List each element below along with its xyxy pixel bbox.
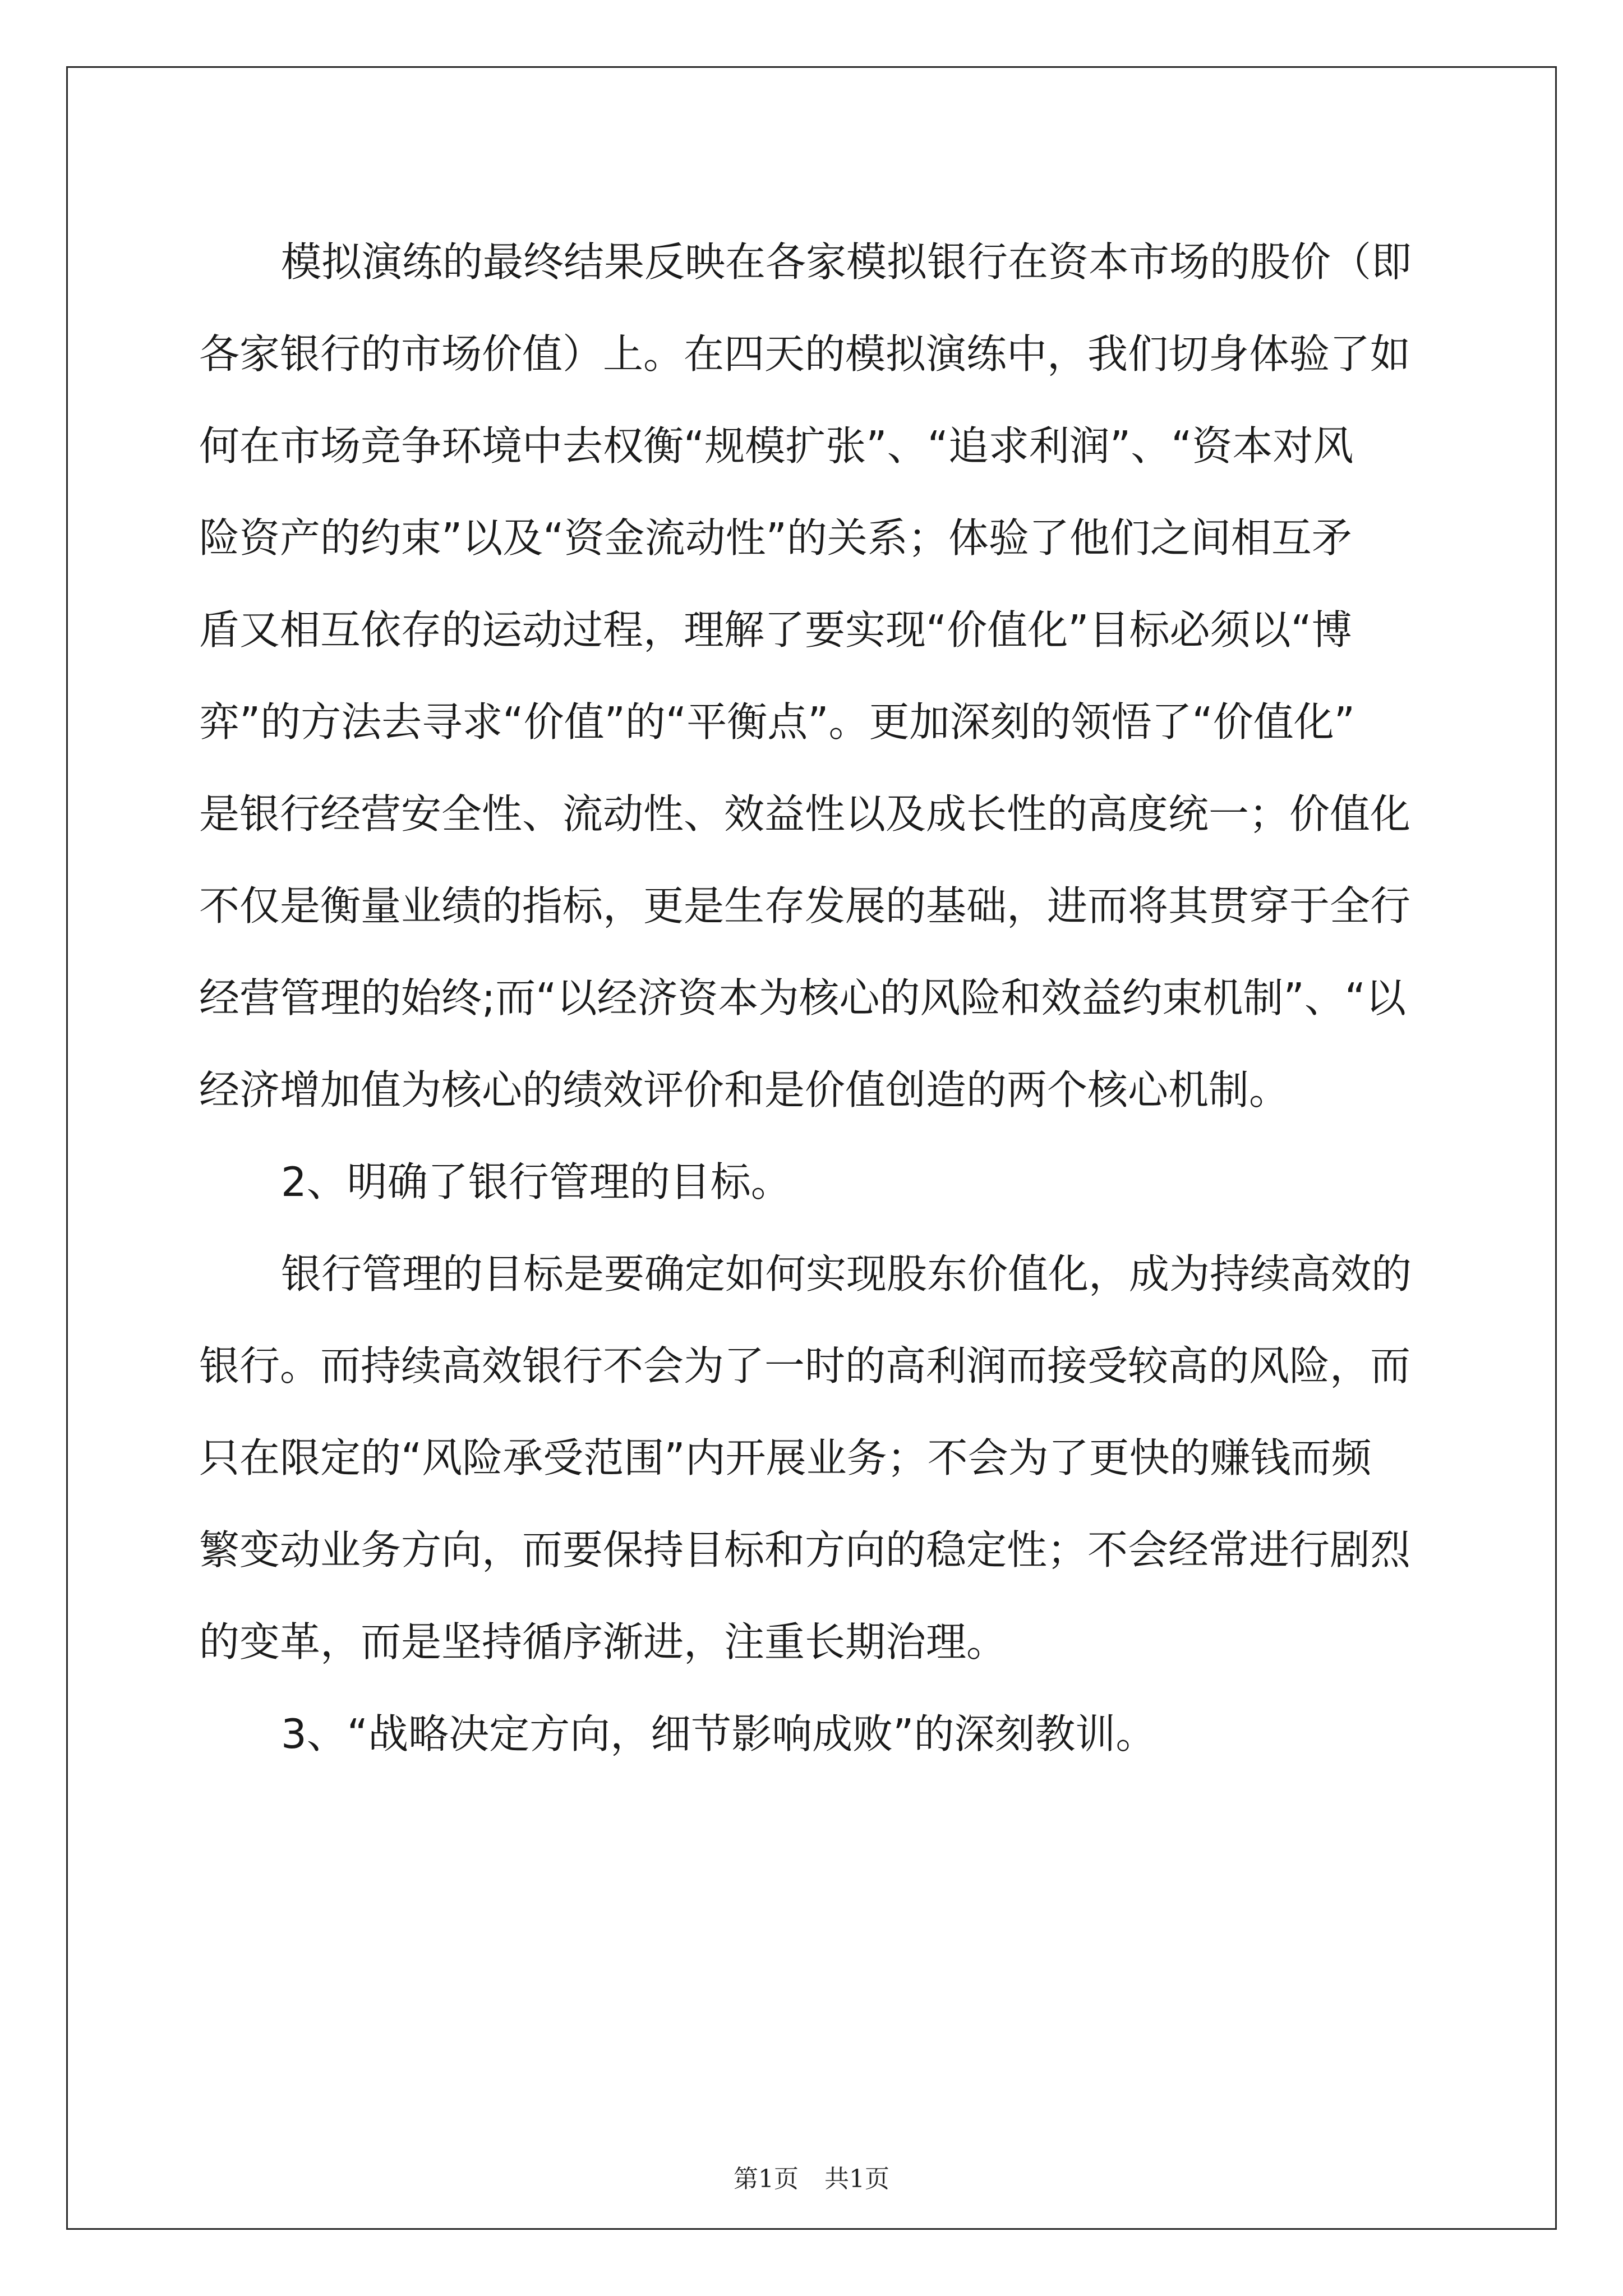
page-footer <box>0 2162 1623 2196</box>
text-line: 经营管理的始终;而“以经济资本为核心的风险和效益约束机制”、“以 <box>199 974 1407 1022</box>
text-line: 银行管理的目标是要确定如何实现股东价值化，成为持续高效的 <box>281 1250 1412 1297</box>
text-line: 弈”的方法去寻求“价值”的“平衡点”。更加深刻的领悟了“价值化” <box>199 698 1355 746</box>
page-total: 共1页 <box>824 2165 889 2193</box>
text-line: 盾又相互依存的运动过程，理解了要实现“价值化”目标必须以“博 <box>199 606 1352 654</box>
document-body <box>199 216 1425 1780</box>
text-line: 不仅是衡量业绩的指标，更是生存发展的基础，进而将其贯穿于全行 <box>199 882 1411 930</box>
text-line: 繁变动业务方向，而要保持目标和方向的稳定性；不会经常进行剧烈 <box>199 1526 1411 1573</box>
text-line: 银行。而持续高效银行不会为了一时的高利润而接受较高的风险，而 <box>199 1342 1411 1389</box>
page-number: 第1页 <box>734 2165 799 2193</box>
section-heading: 3、“战略决定方向，细节影响成败”的深刻教训。 <box>281 1710 1156 1757</box>
section-heading: 2、明确了银行管理的目标。 <box>281 1158 791 1205</box>
text-line: 险资产的约束”以及“资金流动性”的关系；体验了他们之间相互矛 <box>199 514 1352 562</box>
text-line: 何在市场竞争环境中去权衡“规模扩张”、“追求利润”、“资本对风 <box>199 422 1354 470</box>
text-line: 是银行经营安全性、流动性、效益性以及成长性的高度统一；价值化 <box>199 790 1411 838</box>
text-line: 只在限定的“风险承受范围”内开展业务；不会为了更快的赚钱而频 <box>199 1434 1372 1481</box>
text-line: 模拟演练的最终结果反映在各家模拟银行在资本市场的股价（即 <box>281 238 1412 286</box>
text-line: 的变革，而是坚持循序渐进，注重长期治理。 <box>199 1618 1007 1665</box>
text-line: 各家银行的市场价值）上。在四天的模拟演练中，我们切身体验了如 <box>199 330 1411 378</box>
text-line: 经济增加值为核心的绩效评价和是价值创造的两个核心机制。 <box>199 1066 1290 1114</box>
